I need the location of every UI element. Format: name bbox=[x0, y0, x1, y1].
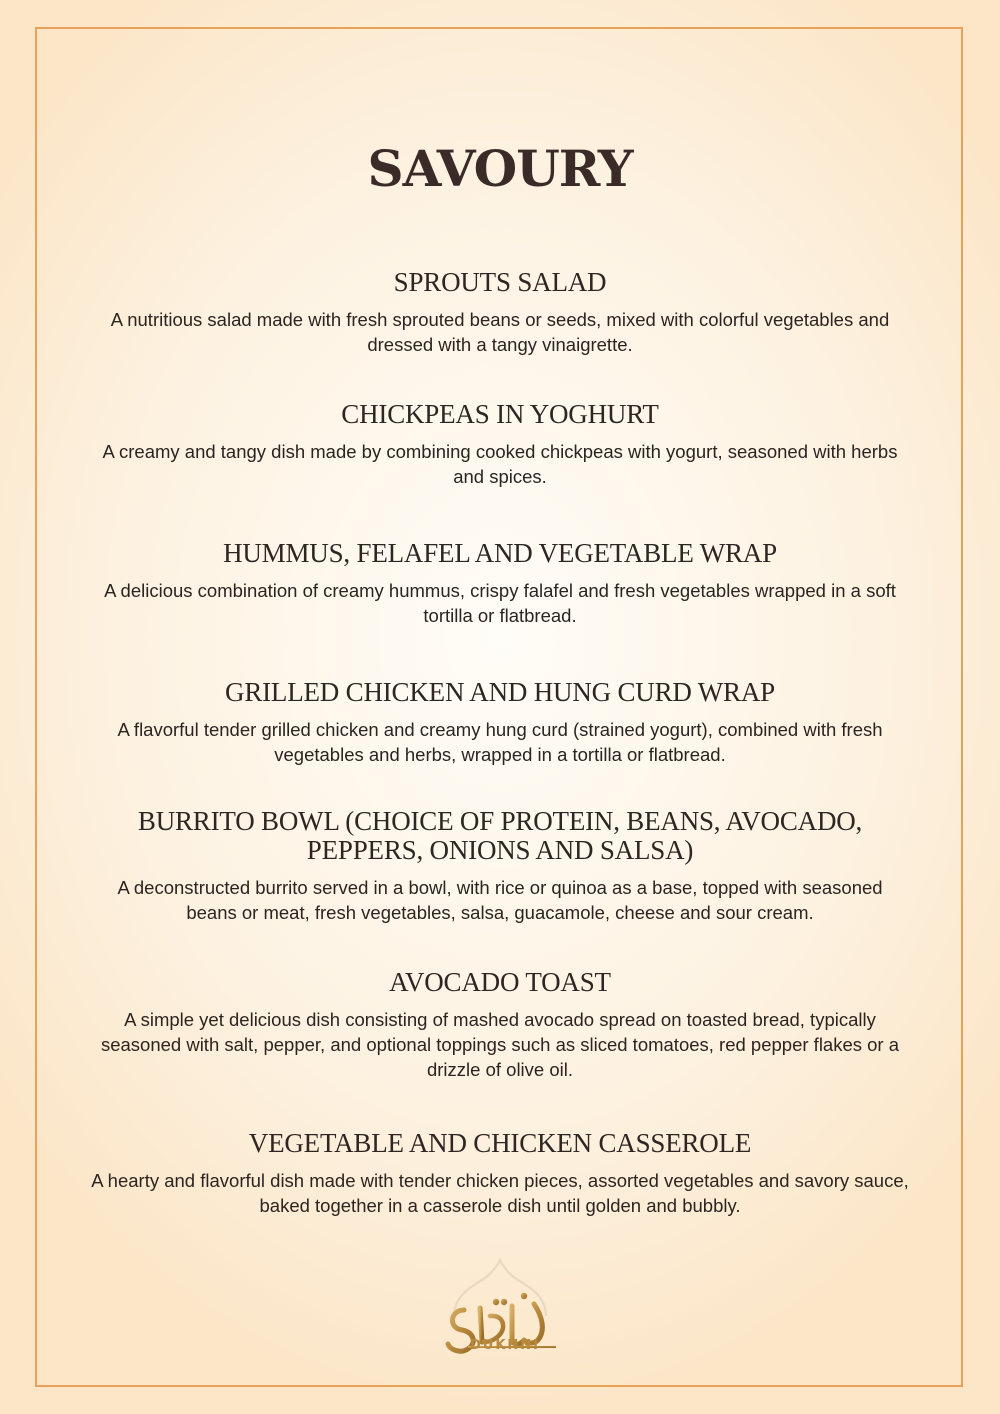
item-name: VEGETABLE AND CHICKEN CASSEROLE bbox=[248, 1128, 752, 1158]
menu-item-sprouts-salad bbox=[90, 268, 910, 357]
menu-item-grilled-chicken-wrap bbox=[90, 678, 910, 767]
item-name: BURRITO BOWL (CHOICE OF PROTEIN, BEANS, AVOCADO, PEPPERS, ONIONS AND SALSA) bbox=[137, 806, 863, 865]
menu-item-chickpeas-in-yoghurt bbox=[90, 400, 910, 489]
item-description: A flavorful tender grilled chicken and creamy hung curd (strained yogurt), combined with fresh vegetables and herbs, wrapped in a tortilla or flatbread. bbox=[117, 719, 883, 765]
item-description: A deconstructed burrito served in a bowl, with rice or quinoa as a base, topped with seasoned beans or meat, fresh vegetables, salsa, guacamole, cheese and sour cream. bbox=[117, 877, 883, 923]
item-name: AVOCADO TOAST bbox=[389, 967, 611, 997]
page-title: SAVOURY bbox=[367, 139, 633, 198]
item-name: HUMMUS, FELAFEL AND VEGETABLE WRAP bbox=[223, 538, 777, 568]
item-name: SPROUTS SALAD bbox=[393, 267, 607, 297]
item-description: A delicious combination of creamy hummus, crispy falafel and fresh vegetables wrapped in a soft tortilla or flatbread. bbox=[104, 580, 896, 626]
item-name: GRILLED CHICKEN AND HUNG CURD WRAP bbox=[225, 677, 775, 707]
logo-wordmark: DUKHNI bbox=[470, 1338, 541, 1353]
menu-item-hummus-felafel-wrap bbox=[90, 539, 910, 628]
menu-item-burrito-bowl bbox=[117, 806, 883, 925]
menu-item-vegetable-chicken-casserole bbox=[90, 1129, 910, 1218]
item-description: A hearty and flavorful dish made with tender chicken pieces, assorted vegetables and savory sauce, baked together in a casserole dish until golden and bubbly. bbox=[91, 1170, 909, 1216]
item-name: CHICKPEAS IN YOGHURT bbox=[341, 399, 659, 429]
item-description: A creamy and tangy dish made by combining cooked chickpeas with yogurt, seasoned with herbs and spices. bbox=[102, 441, 898, 487]
menu-item-avocado-toast bbox=[100, 968, 900, 1082]
item-description: A nutritious salad made with fresh sprouted beans or seeds, mixed with colorful vegetables and dressed with a tangy vinaigrette. bbox=[110, 309, 890, 355]
item-description: A simple yet delicious dish consisting of mashed avocado spread on toasted bread, typically seasoned with salt, pepper, and optional toppings such as sliced tomatoes, red pepper flakes or a drizzle of olive oil. bbox=[100, 1009, 900, 1080]
